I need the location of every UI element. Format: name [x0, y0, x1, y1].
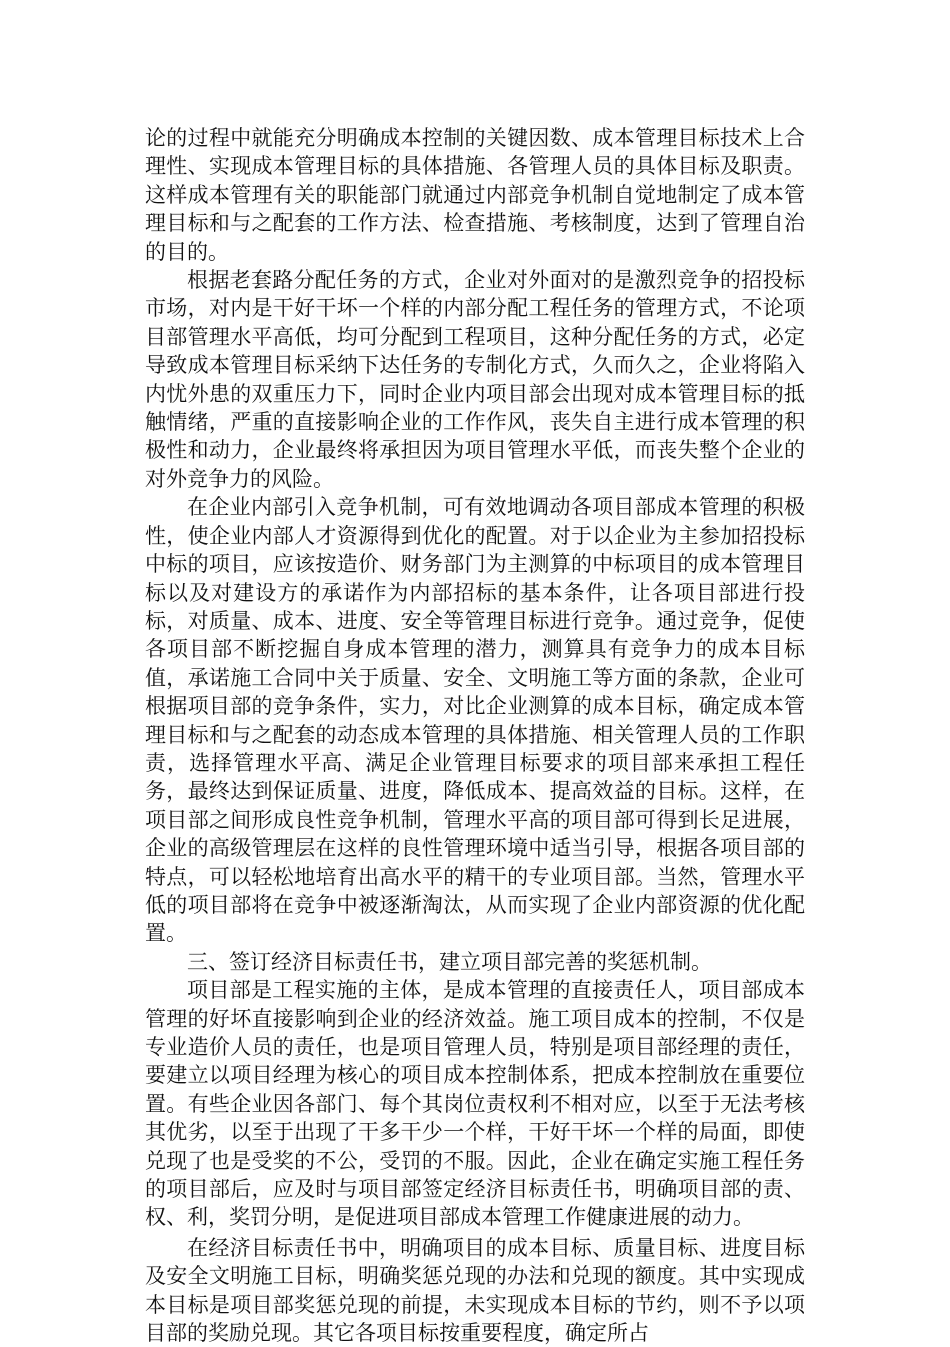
section-heading-three: 三、签订经济目标责任书，建立项目部完善的奖惩机制。: [187, 949, 712, 974]
paragraph-responsibility-letter: 在经济目标责任书中，明确项目的成本目标、质量目标、进度目标及安全文明施工目标，明确奖惩兑现的办法和兑现的额度。其中实现成本目标是项目部奖惩兑现的前提，未实现成本目标的节约，则不予以项目部的奖励兑现。其它各项目标按重要程度，确定所占: [145, 1235, 805, 1346]
document-page: [145, 124, 805, 1347]
paragraph-task-allocation: 根据老套路分配任务的方式，企业对外面对的是激烈竞争的招投标市场，对内是干好干坏一个样的内部分配工程任务的管理方式，不论项目部管理水平高低，均可分配到工程项目，这种分配任务的方式，必定导致成本管理目标采纳下达任务的专制化方式，久而久之，企业将陷入内忧外患的双重压力下，同时企业内项目部会出现对成本管理目标的抵触情绪，严重的直接影响企业的工作作风，丧失自主进行成本管理的积极性和动力，企业最终将承担因为项目管理水平低，而丧失整个企业的对外竞争力的风险。: [145, 268, 805, 491]
paragraph-competition-mechanism: 在企业内部引入竞争机制，可有效地调动各项目部成本管理的积极性，使企业内部人才资源得到优化的配置。对于以企业为主参加招投标中标的项目，应该按造价、财务部门为主测算的中标项目的成本管理目标以及对建设方的承诺作为内部招标的基本条件，让各项目部进行投标，对质量、成本、进度、安全等管理目标进行竞争。通过竞争，促使各项目部不断挖掘自身成本管理的潜力，测算具有竞争力的成本目标值，承诺施工合同中关于质量、安全、文明施工等方面的条款，企业可根据项目部的竞争条件，实力，对比企业测算的成本目标，确定成本管理目标和与之配套的动态成本管理的具体措施、相关管理人员的工作职责，选择管理水平高、满足企业管理目标要求的项目部来承担工程任务，最终达到保证质量、进度，降低成本、提高效益的目标。这样，在项目部之间形成良性竞争机制，管理水平高的项目部可得到长足进展，企业的高级管理层在这样的良性管理环境中适当引导，根据各项目部的特点，可以轻松地培育出高水平的精干的专业项目部。当然，管理水平低的项目部将在竞争中被逐渐淘汰，从而实现了企业内部资源的优化配置。: [145, 495, 805, 946]
paragraph-project-department: 项目部是工程实施的主体，是成本管理的直接责任人，项目部成本管理的好坏直接影响到企业的经济效益。施工项目成本的控制，不仅是专业造价人员的责任，也是项目管理人员，特别是项目部经理的责任，要建立以项目经理为核心的项目成本控制体系，把成本控制放在重要位置。有些企业因各部门、每个其岗位责权利不相对应，以至于无法考核其优劣，以至于出现了干多干少一个样，干好干坏一个样的局面，即使兑现了也是受奖的不公，受罚的不服。因此，企业在确定实施工程任务的项目部后，应及时与项目部签定经济目标责任书，明确项目部的责、权、利，奖罚分明，是促进项目部成本管理工作健康进展的动力。: [145, 978, 805, 1230]
paragraph-continuation: 论的过程中就能充分明确成本控制的关键因数、成本管理目标技术上合理性、实现成本管理目标的具体措施、各管理人员的具体目标及职责。这样成本管理有关的职能部门就通过内部竞争机制自觉地制定了成本管理目标和与之配套的工作方法、检查措施、考核制度，达到了管理自治的目的。: [145, 126, 805, 264]
